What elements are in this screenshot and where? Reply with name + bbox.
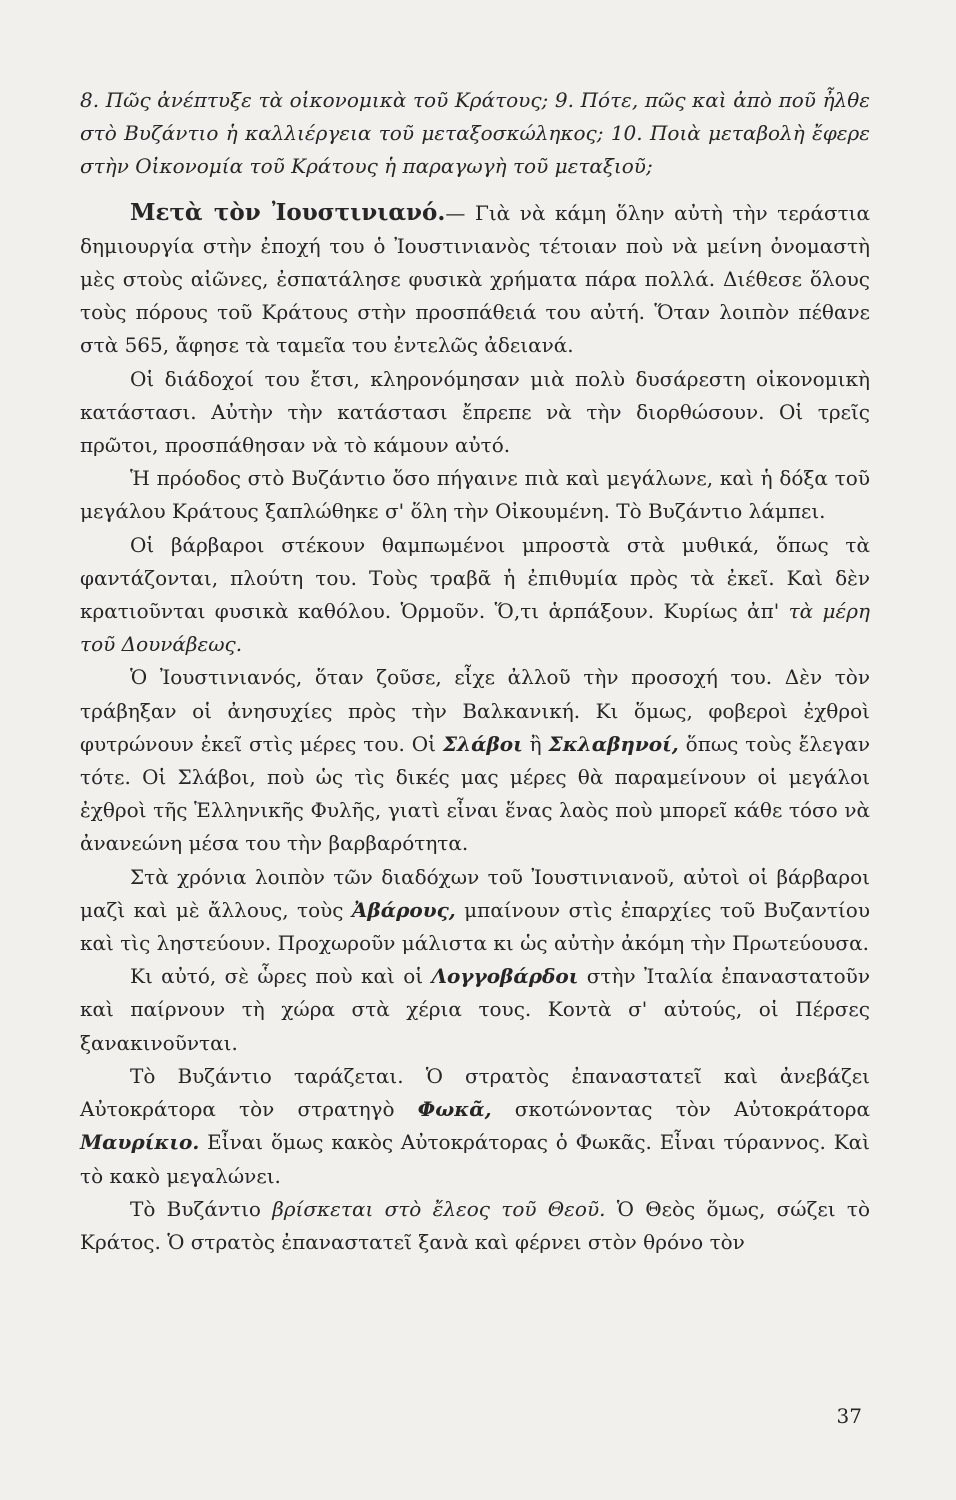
page-body	[80, 84, 870, 1259]
review-questions: 8. Πῶς ἀνέπτυξε τὰ οἰκονομικὰ τοῦ Κράτους; 9. Πότε, πῶς καὶ ἀπὸ ποῦ ἦλθε στὸ Βυζάντιο ἡ καλλιέργεια τοῦ μεταξοσκώληκος; 10. Ποιὰ μεταβολὴ ἔφερε στὴν Οἰκονομία τοῦ Κράτους ἡ παραγωγὴ τοῦ μεταξιοῦ;	[80, 88, 870, 179]
paragraph-text: μπαίνουν στὶς ἐπαρχίες τοῦ Βυζαντίου καὶ τὶς ληστεύουν. Προχωροῦν μάλιστα κι ὡς αὐτὴν ἀκόμη τὴν Πρωτεύουσα.	[80, 897, 870, 956]
term-sklavinoi: Σκλαβηνοί,	[548, 731, 679, 756]
paragraph-text: Τὸ Βυζάντιο	[130, 1196, 273, 1221]
paragraph-slavs	[80, 661, 870, 860]
paragraph-lombards	[80, 960, 870, 1060]
paragraph-text: Εἶναι ὅμως κακὸς Αὐτοκράτορας ὁ Φωκᾶς. Εἶναι τύραννος. Καὶ τὸ κακὸ μεγαλώνει.	[80, 1130, 870, 1188]
paragraph-text: σκοτώνοντας τὸν Αὐτοκράτορα	[491, 1097, 871, 1122]
paragraph-text: Κι αὐτό, σὲ ὧρες ποὺ καὶ οἱ	[130, 964, 432, 989]
paragraph-text: Στὰ χρόνια λοιπὸν τῶν διαδόχων τοῦ Ἰουστινιανοῦ, αὐτοὶ οἱ βάρβαροι μαζὶ καὶ μὲ ἄλλους, τοὺς	[80, 864, 870, 922]
paragraph-text: Ὁ Ἰουστινιανός, ὅταν ζοῦσε, εἶχε ἀλλοῦ τὴν προσοχή του. Δὲν τὸν τράβηξαν οἱ ἀνησυχίες πρὸς τὴν Βαλκανική. Κι ὅμως, φοβεροὶ ἐχθροὶ φυτρώνουν ἐκεῖ στὶς μέρες του. Οἱ	[80, 665, 870, 756]
danube-phrase: τὰ μέρη τοῦ Δουνάβεως.	[80, 599, 871, 657]
paragraph-after-justinian	[80, 196, 870, 363]
term-avars: Ἀβάρους,	[351, 897, 456, 922]
paragraph-text: ὅπως τοὺς ἔλεγαν τότε. Οἱ Σλάβοι, ποὺ ὡς τὶς δικές μας μέρες θὰ παραμείνουν οἱ μεγάλοι ἐχθροὶ τῆς Ἑλληνικῆς Φυλῆς, γιατὶ εἶναι ἕνας λαὸς ποὺ μπορεῖ κάθε τόσο νὰ ἀνανεώνη μέσα του τὴν βαρβαρότητα.	[80, 731, 871, 856]
paragraph-text: Οἱ βάρβαροι στέκουν θαμπωμένοι μπροστὰ στὰ μυθικά, ὅπως τὰ φαντάζονται, πλούτη του. Τοὺς τραβᾶ ἡ ἐπιθυμία πρὸς τὰ ἐκεῖ. Καὶ δὲν κρατιοῦνται φυσικὰ καθόλου. Ὁρμοῦν. Ὅ,τι ἁρπάξουν. Κυρίως ἀπ'	[80, 532, 870, 624]
term-maurice: Μαυρίκιο.	[80, 1130, 200, 1155]
paragraph-text: Τὸ Βυζάντιο ταράζεται. Ὁ στρατὸς ἐπαναστατεῖ καὶ ἀνεβάζει Αὐτοκράτορα τὸν στρατηγὸ	[80, 1063, 870, 1122]
paragraph-text: Ὁ Θεὸς ὅμως, σώζει τὸ Κράτος. Ὁ στρατὸς ἐπαναστατεῖ ξανὰ καὶ φέρνει στὸν θρόνο τὸν	[80, 1196, 871, 1254]
paragraph-text: στὴν Ἰταλία ἐπαναστατοῦν καὶ παίρνουν τὴ χώρα στὰ χέρια τους. Κοντὰ σ' αὐτούς, οἱ Πέρσες ξανακινοῦνται.	[80, 964, 871, 1055]
paragraph-successors: Οἱ διάδοχοί του ἔτσι, κληρονόμησαν μιὰ πολὺ δυσάρεστη οἰκονομικὴ κατάστασι. Αὐτὴν τὴν κατάστασι ἔπρεπε νὰ τὴν διορθώσουν. Οἱ τρεῖς πρῶτοι, προσπάθησαν νὰ τὸ κάμουν αὐτό.	[80, 366, 870, 458]
paragraph-text: — Γιὰ νὰ κάμη ὅλην αὐτὴ τὴν τεράστια δημιουργία στὴν ἐποχή του ὁ Ἰουστινιανὸς τέτοιαν ποὺ νὰ μείνη ὀνομαστὴ μὲς στοὺς αἰῶνες, ἐσπατάλησε φυσικὰ χρήματα πάρα πολλά. Διέθεσε ὅλους τοὺς πόρους τοῦ Κράτους στὴν προσπάθειά του αὐτή. Ὅταν λοιπὸν πέθανε στὰ 565, ἄφησε τὰ ταμεῖα του ἐντελῶς ἀδειανά.	[80, 200, 871, 358]
page-number: 37	[836, 1404, 862, 1428]
paragraph-phocas	[80, 1060, 870, 1193]
paragraph-text: ἢ	[522, 731, 549, 756]
mercy-phrase: βρίσκεται στὸ ἔλεος τοῦ Θεοῦ.	[272, 1196, 606, 1221]
paragraph-mercy-of-god	[80, 1193, 870, 1259]
term-slavoi: Σλάβοι	[442, 731, 523, 756]
paragraph-avars	[80, 861, 870, 961]
section-heading: Μετὰ τὸν Ἰουστινιανό.	[130, 198, 446, 226]
term-lombards: Λογγοβάρδοι	[431, 964, 579, 989]
paragraph-progress: Ἡ πρόοδος στὸ Βυζάντιο ὅσο πήγαινε πιὰ καὶ μεγάλωνε, καὶ ἡ δόξα τοῦ μεγάλου Κράτους ξαπλώθηκε σ' ὅλη τὴν Οἰκουμένη. Τὸ Βυζάντιο λάμπει.	[80, 466, 870, 524]
paragraph-barbarians	[80, 529, 870, 662]
term-phocas: Φωκᾶ,	[417, 1097, 492, 1122]
